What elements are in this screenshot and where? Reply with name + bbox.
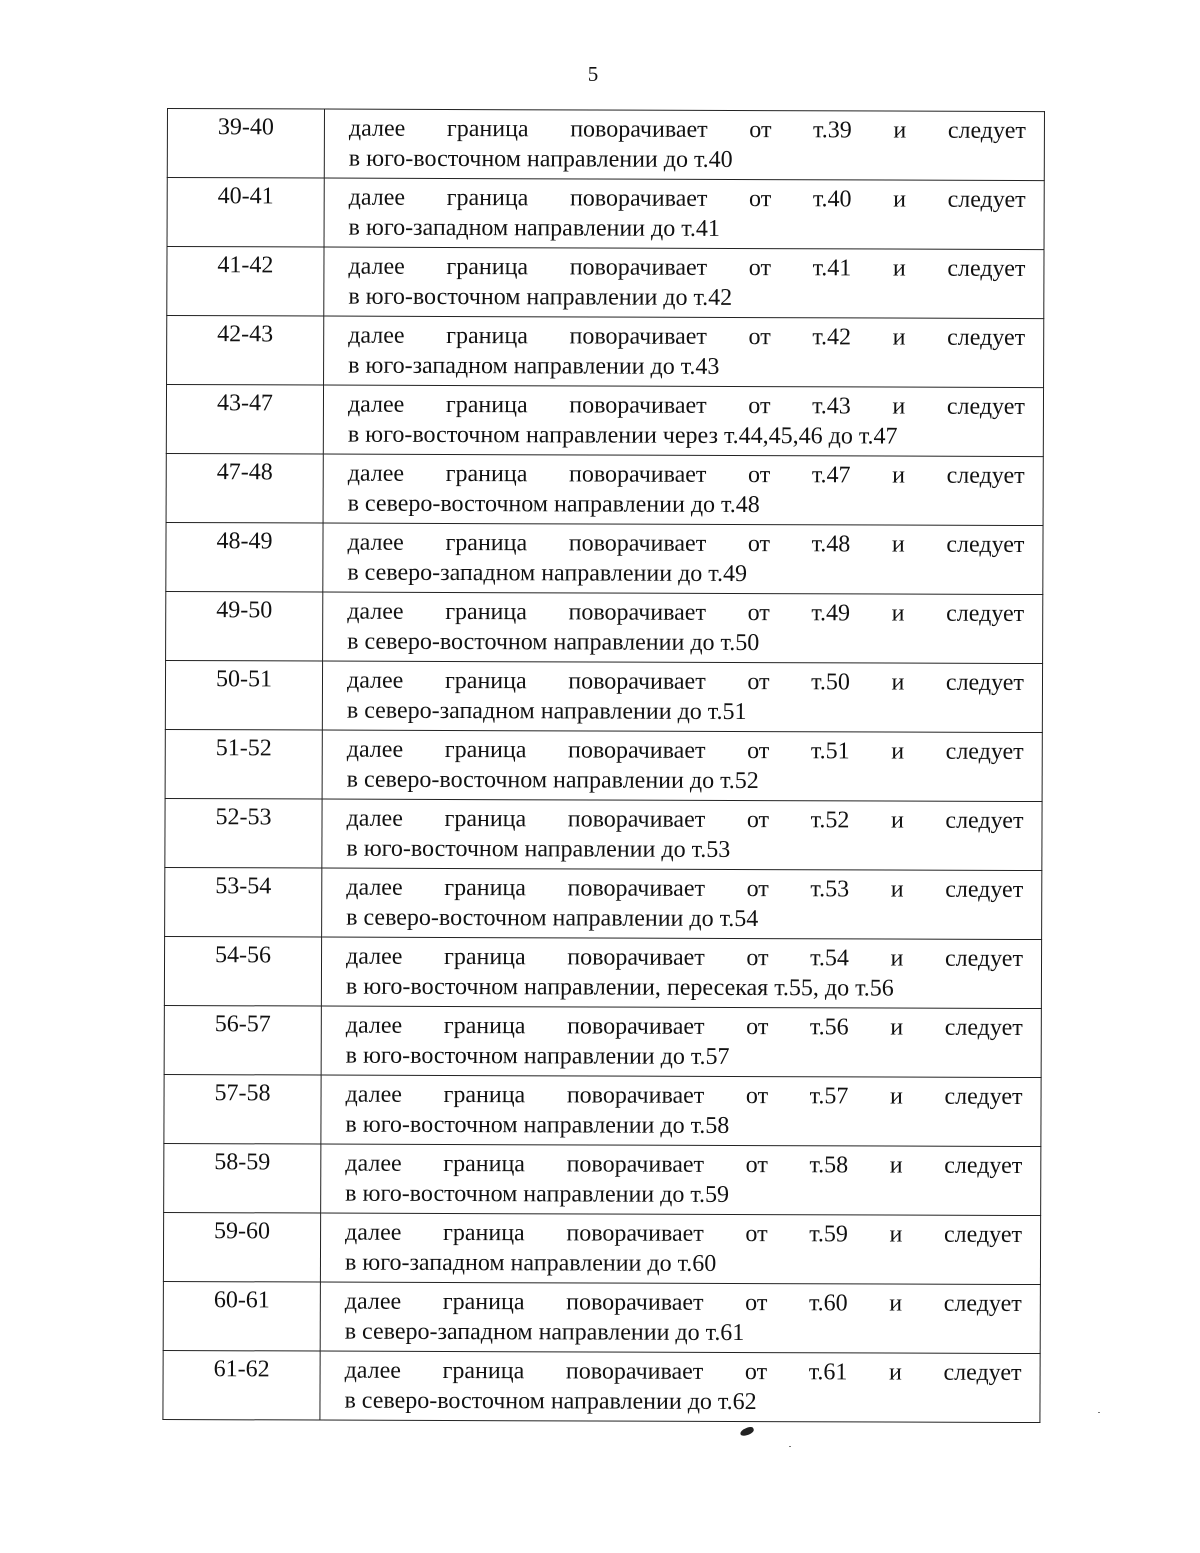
description-word: от [745,1152,768,1179]
description-word: поворачивает [569,323,707,350]
description-line-2: в юго-восточном направлении, пересекая т.55, до т.56 [345,973,894,1002]
segment-cell: 47-48 [166,453,323,523]
description-word: поворачивает [568,599,707,626]
description-line-2: в северо-восточном направлении до т.50 [347,628,760,657]
segment-cell: 43-47 [166,385,323,455]
segment-cell: 40-41 [167,178,324,248]
description-word: и [892,393,906,420]
table-row [166,453,1043,525]
description-line-2: в юго-западном направлении до т.41 [348,214,720,242]
table-row [164,936,1041,1008]
description-word: от [747,669,770,696]
description-word: далее [344,1288,402,1315]
description-word: и [889,1359,902,1386]
description-word: поворачивает [568,668,706,695]
description-word: граница [445,598,527,626]
description-word: следует [943,1221,1023,1248]
description-word: и [891,600,905,627]
description-word: граница [446,115,529,143]
description-word: поворачивает [565,1358,704,1385]
description-word: т.49 [811,600,851,627]
description-line-2: в северо-восточном направлении до т.54 [346,904,759,933]
description-word: следует [944,1083,1023,1110]
description-line-1 [346,1011,1023,1043]
description-word: далее [346,736,404,763]
description-word: т.54 [810,945,849,972]
description-cell [320,1213,1040,1285]
description-word: граница [445,460,528,488]
table-row [167,178,1044,250]
description-word: далее [348,184,406,211]
description-word: поворачивает [569,185,708,212]
segment-cell: 50-51 [165,660,322,730]
table-row [166,591,1043,663]
description-word: поворачивает [566,1289,704,1316]
description-word: далее [346,667,404,694]
description-line-1 [346,942,1023,974]
description-word: и [889,1290,903,1317]
description-word: т.41 [812,255,852,282]
description-word: и [890,876,904,903]
description-word: граница [444,667,527,695]
segment-cell: 49-50 [166,591,323,661]
segment-cell: 48-49 [166,522,323,592]
description-word: и [889,1221,903,1248]
description-word: далее [347,391,405,418]
description-word: т.42 [812,324,852,351]
description-word: от [747,531,771,558]
description-word: от [747,738,770,765]
scan-speck [1098,1412,1100,1413]
description-cell [321,1144,1041,1216]
description-line-2: в юго-восточном направлении через т.44,45,46 до т.47 [347,421,898,450]
description-word: т.40 [812,186,852,213]
description-line-2: в юго-западном направлении до т.43 [348,352,720,380]
description-cell [322,799,1042,871]
description-word: и [892,255,906,282]
scan-speck [789,1446,791,1447]
table-row [165,798,1042,870]
description-word: следует [943,1359,1022,1386]
segment-cell: 54-56 [164,936,321,1006]
description-word: т.48 [811,531,851,558]
description-word: т.57 [809,1083,849,1110]
description-word: поворачивает [568,461,707,488]
table-row [163,1281,1040,1353]
description-line-1 [347,666,1024,698]
description-cell [323,523,1043,595]
description-word: следует [945,669,1024,696]
description-cell [322,868,1042,940]
description-line-1 [348,390,1025,422]
description-word: граница [442,1288,525,1316]
segment-cell: 39-40 [167,109,324,179]
description-word: поворачивает [570,116,708,143]
segment-cell: 56-57 [164,1005,321,1075]
description-line-2: в северо-восточном направлении до т.62 [344,1387,757,1416]
table-row [166,522,1043,594]
description-line-1 [347,735,1024,767]
description-line-2: в северо-западном направлении до т.61 [344,1318,745,1347]
description-word: и [889,1083,903,1110]
description-word: граница [445,391,528,419]
segment-cell: 59-60 [163,1212,320,1282]
description-word: далее [348,253,405,280]
description-word: от [748,186,772,213]
description-word: т.58 [809,1152,849,1179]
segment-cell: 57-58 [164,1074,321,1144]
description-word: следует [947,117,1026,144]
description-cell [323,385,1043,457]
description-line-1 [348,459,1025,491]
description-word: граница [443,1012,526,1040]
description-line-2: в северо-восточном направлении до т.48 [347,490,760,519]
description-cell [321,1006,1041,1078]
description-line-1 [347,597,1024,629]
description-cell [323,454,1043,526]
description-word: поворачивает [567,1013,705,1040]
description-word: далее [346,805,403,832]
description-word: от [748,324,771,351]
description-word: от [744,1359,768,1386]
description-word: и [893,186,907,213]
description-word: и [891,738,905,765]
description-word: следует [946,600,1025,627]
description-line-1 [345,1218,1022,1250]
description-word: далее [348,322,405,349]
description-word: от [745,1221,768,1248]
description-word: поворачивает [568,530,707,557]
table-row [165,729,1042,801]
description-word: далее [346,874,403,901]
description-cell [320,1282,1040,1354]
description-line-1 [346,1080,1023,1112]
description-word: от [747,600,770,627]
table-row [164,1005,1041,1077]
description-word: т.51 [810,738,850,765]
description-line-2: в юго-восточном направлении до т.40 [348,145,733,173]
description-line-2: в юго-восточном направлении до т.59 [345,1180,730,1208]
segment-cell: 58-59 [164,1143,321,1213]
description-word: далее [345,1081,402,1108]
description-cell [321,1075,1041,1147]
description-word: далее [345,943,403,970]
description-word: следует [945,807,1024,834]
description-line-1 [348,252,1025,284]
description-word: от [745,1083,769,1110]
description-word: т.43 [812,393,851,420]
description-cell [321,937,1041,1009]
description-word: далее [348,115,406,142]
description-word: следует [944,1152,1023,1179]
description-word: т.53 [810,876,850,903]
description-word: следует [947,324,1026,351]
description-cell [324,316,1044,388]
description-word: далее [344,1357,401,1384]
description-cell [324,178,1044,250]
description-word: далее [347,529,404,556]
description-word: т.47 [811,462,851,489]
description-word: граница [443,1219,525,1247]
description-word: следует [945,876,1024,903]
table-row [164,1074,1041,1146]
table-row [165,867,1042,939]
description-line-2: в юго-восточном направлении до т.42 [348,283,733,311]
description-word: от [748,393,771,420]
description-word: поворачивает [566,1082,705,1109]
table-row [163,1212,1040,1284]
description-word: от [746,876,769,903]
description-word: и [889,1152,903,1179]
description-word: от [746,807,770,834]
description-word: от [748,462,771,489]
description-word: т.56 [809,1014,849,1041]
table-row [164,1143,1041,1215]
description-line-1 [345,1356,1022,1388]
table-row [167,109,1044,181]
table-row [167,316,1044,388]
description-word: поворачивает [567,875,706,902]
description-word: граница [442,1357,525,1385]
description-word: поворачивает [567,806,706,833]
description-word: от [746,1014,769,1041]
table-body [163,109,1045,1423]
description-word: от [749,117,772,144]
description-word: т.52 [810,807,850,834]
description-line-1 [348,321,1025,353]
description-word: т.61 [808,1359,848,1386]
description-word: далее [345,1219,402,1246]
description-word: поворачивает [568,737,706,764]
description-line-1 [347,528,1024,560]
page-number: 5 [587,62,599,86]
description-cell [322,730,1042,802]
table-row [166,385,1043,457]
description-cell [324,247,1044,319]
description-word: поворачивает [566,1220,704,1247]
segment-cell: 52-53 [165,798,322,868]
description-line-1 [349,183,1026,215]
segment-cell: 60-61 [163,1281,320,1351]
description-line-2: в юго-восточном направлении до т.57 [345,1042,730,1070]
description-word: граница [444,736,527,764]
description-line-1 [345,1287,1022,1319]
description-word: поворачивает [567,944,705,971]
segment-cell: 51-52 [165,729,322,799]
table-row [167,247,1044,319]
description-word: далее [347,598,404,625]
description-word: и [893,117,907,144]
description-word: и [890,1014,904,1041]
description-cell [320,1351,1040,1423]
description-word: от [745,1290,768,1317]
description-word: т.60 [808,1290,848,1317]
description-line-2: в юго-восточном направлении до т.58 [345,1111,730,1139]
segment-cell: 61-62 [163,1350,320,1420]
description-word: и [891,531,905,558]
description-line-1 [349,114,1026,146]
description-word: граница [443,1081,526,1109]
description-word: следует [946,462,1025,489]
description-word: следует [944,1014,1023,1041]
description-line-1 [346,804,1023,836]
description-word: и [890,945,904,972]
description-word: следует [944,945,1024,972]
description-word: поворачивает [566,1151,705,1178]
description-word: следует [946,531,1025,558]
description-word: следует [945,738,1024,765]
ink-mark [739,1426,755,1437]
description-word: далее [345,1012,403,1039]
description-word: граница [446,322,528,350]
boundary-description-table [162,108,1045,1423]
description-line-2: в северо-восточном направлении до т.52 [346,766,759,795]
description-line-2: в юго-восточном направлении до т.53 [346,835,731,863]
description-word: и [892,324,906,351]
description-word: поворачивает [569,392,707,419]
description-cell [323,592,1043,664]
description-line-2: в северо-западном направлении до т.51 [346,697,747,726]
description-word: граница [446,253,529,281]
description-word: и [892,462,906,489]
description-line-2: в северо-западном направлении до т.49 [347,559,748,588]
description-word: граница [443,1150,526,1178]
segment-cell: 53-54 [165,867,322,937]
description-word: граница [445,529,528,557]
description-word: и [890,807,904,834]
description-word: далее [347,460,405,487]
description-line-1 [345,1149,1022,1181]
description-word: граница [443,943,526,971]
description-line-2: в юго-западном направлении до т.60 [344,1249,717,1277]
description-word: т.59 [809,1221,848,1248]
description-word: и [891,669,905,696]
description-word: т.39 [813,117,852,144]
description-cell [324,109,1044,181]
description-word: далее [345,1150,402,1177]
description-word: т.50 [811,669,850,696]
description-word: следует [947,186,1026,213]
description-word: граница [444,805,527,833]
description-word: от [748,255,772,282]
table-row [165,660,1042,732]
description-word: следует [946,393,1025,420]
description-word: граница [444,874,526,902]
description-word: следует [943,1290,1022,1317]
table-row [163,1350,1040,1422]
description-cell [322,661,1042,733]
description-word: от [746,945,769,972]
segment-cell: 41-42 [167,247,324,317]
description-word: граница [446,184,529,212]
description-word: следует [947,255,1026,282]
segment-cell: 42-43 [167,316,324,386]
description-word: поворачивает [569,254,708,281]
description-line-1 [346,873,1023,905]
